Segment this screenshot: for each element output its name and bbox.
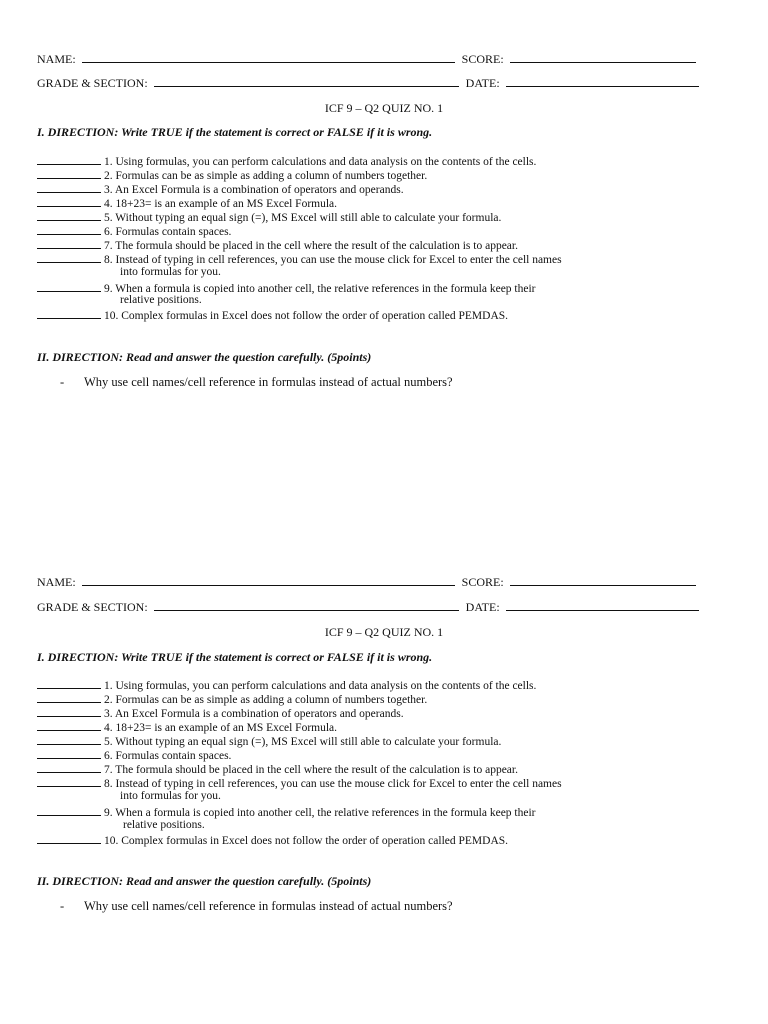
- item-text: 10. Complex formulas in Excel does not follow the order of operation called PEMDAS.: [104, 310, 509, 322]
- quiz-title: ICF 9 – Q2 QUIZ NO. 1: [324, 625, 444, 639]
- score-label: SCORE:: [461, 575, 504, 589]
- part2-direction: II. DIRECTION: Read and answer the question carefully. (5points): [37, 350, 372, 364]
- item-text: 10. Complex formulas in Excel does not follow the order of operation called PEMDAS.: [104, 835, 509, 847]
- tf-item-7: [37, 762, 518, 777]
- tf-item-8-continued: into formulas for you.: [120, 266, 221, 278]
- tf-item-8-continued: into formulas for you.: [120, 790, 221, 802]
- answer-blank[interactable]: [37, 720, 101, 731]
- answer-blank[interactable]: [37, 762, 101, 773]
- tf-item-9-continued: relative positions.: [120, 294, 202, 306]
- item-text: 2. Formulas can be as simple as adding a column of numbers together.: [104, 170, 428, 182]
- item-text: 3. An Excel Formula is a combination of operators and operands.: [104, 184, 404, 196]
- item-text: 4. 18+23= is an example of an MS Excel Formula.: [104, 198, 338, 210]
- score-label: SCORE:: [461, 52, 504, 66]
- tf-item-8: [37, 776, 562, 791]
- tf-item-5: [37, 734, 501, 749]
- tf-item-6: [37, 748, 231, 763]
- part2-direction: II. DIRECTION: Read and answer the question carefully. (5points): [37, 874, 372, 888]
- tf-item-1: [37, 678, 536, 693]
- item-text: 8. Instead of typing in cell references, you can use the mouse click for Excel to enter the cell names: [104, 778, 562, 790]
- item-text: 3. An Excel Formula is a combination of operators and operands.: [104, 708, 404, 720]
- date-label: DATE:: [465, 76, 500, 90]
- grade-section-label: GRADE & SECTION:: [37, 600, 148, 614]
- item-text: 5. Without typing an equal sign (=), MS Excel will still able to calculate your formula.: [104, 736, 502, 748]
- answer-blank[interactable]: [37, 706, 101, 717]
- item-text: 7. The formula should be placed in the cell where the result of the calculation is to appear.: [104, 764, 518, 776]
- tf-item-4: [37, 720, 337, 735]
- tf-item-2: [37, 692, 427, 707]
- question-text: Why use cell names/cell reference in formulas instead of actual numbers?: [84, 375, 453, 389]
- item-text: 2. Formulas can be as simple as adding a column of numbers together.: [104, 694, 428, 706]
- answer-blank[interactable]: [37, 734, 101, 745]
- grade-row: [37, 599, 699, 614]
- bullet-dash: -: [60, 899, 65, 913]
- part1-direction: I. DIRECTION: Write TRUE if the statement is correct or FALSE if it is wrong.: [37, 125, 433, 139]
- item-text: 9. When a formula is copied into another cell, the relative references in the formula keep their: [104, 807, 536, 819]
- name-label: NAME:: [37, 52, 76, 66]
- item-text: 4. 18+23= is an example of an MS Excel Formula.: [104, 722, 338, 734]
- name-label: NAME:: [37, 575, 76, 589]
- score-field[interactable]: [510, 574, 696, 586]
- answer-blank[interactable]: [37, 776, 101, 787]
- tf-item-3: [37, 706, 404, 721]
- grade-section-label: GRADE & SECTION:: [37, 76, 148, 90]
- tf-item-9: [37, 805, 536, 820]
- essay-question: [60, 899, 453, 913]
- answer-blank[interactable]: [37, 692, 101, 703]
- item-text: 6. Formulas contain spaces.: [104, 750, 232, 762]
- name-field[interactable]: [82, 574, 455, 586]
- bullet-dash: -: [60, 375, 65, 389]
- item-text: 6. Formulas contain spaces.: [104, 226, 232, 238]
- part1-direction: I. DIRECTION: Write TRUE if the statement is correct or FALSE if it is wrong.: [37, 650, 433, 664]
- answer-blank[interactable]: [37, 678, 101, 689]
- quiz-title: ICF 9 – Q2 QUIZ NO. 1: [324, 101, 444, 115]
- item-text: 1. Using formulas, you can perform calculations and data analysis on the contents of the cells.: [104, 680, 537, 692]
- answer-blank[interactable]: [37, 805, 101, 816]
- date-field[interactable]: [506, 599, 699, 611]
- date-label: DATE:: [465, 600, 500, 614]
- tf-item-9-continued: relative positions.: [123, 819, 205, 831]
- tf-item-10: [37, 833, 508, 848]
- grade-section-field[interactable]: [154, 599, 459, 611]
- item-text: 5. Without typing an equal sign (=), MS Excel will still able to calculate your formula.: [104, 212, 502, 224]
- item-text: 9. When a formula is copied into another cell, the relative references in the formula keep their: [104, 283, 536, 295]
- answer-blank[interactable]: [37, 833, 101, 844]
- item-text: 8. Instead of typing in cell references, you can use the mouse click for Excel to enter the cell names: [104, 254, 562, 266]
- item-text: 1. Using formulas, you can perform calculations and data analysis on the contents of the cells.: [104, 156, 537, 168]
- answer-blank[interactable]: [37, 748, 101, 759]
- item-text: 7. The formula should be placed in the cell where the result of the calculation is to appear.: [104, 240, 518, 252]
- name-row: [37, 574, 696, 589]
- question-text: Why use cell names/cell reference in formulas instead of actual numbers?: [84, 899, 453, 913]
